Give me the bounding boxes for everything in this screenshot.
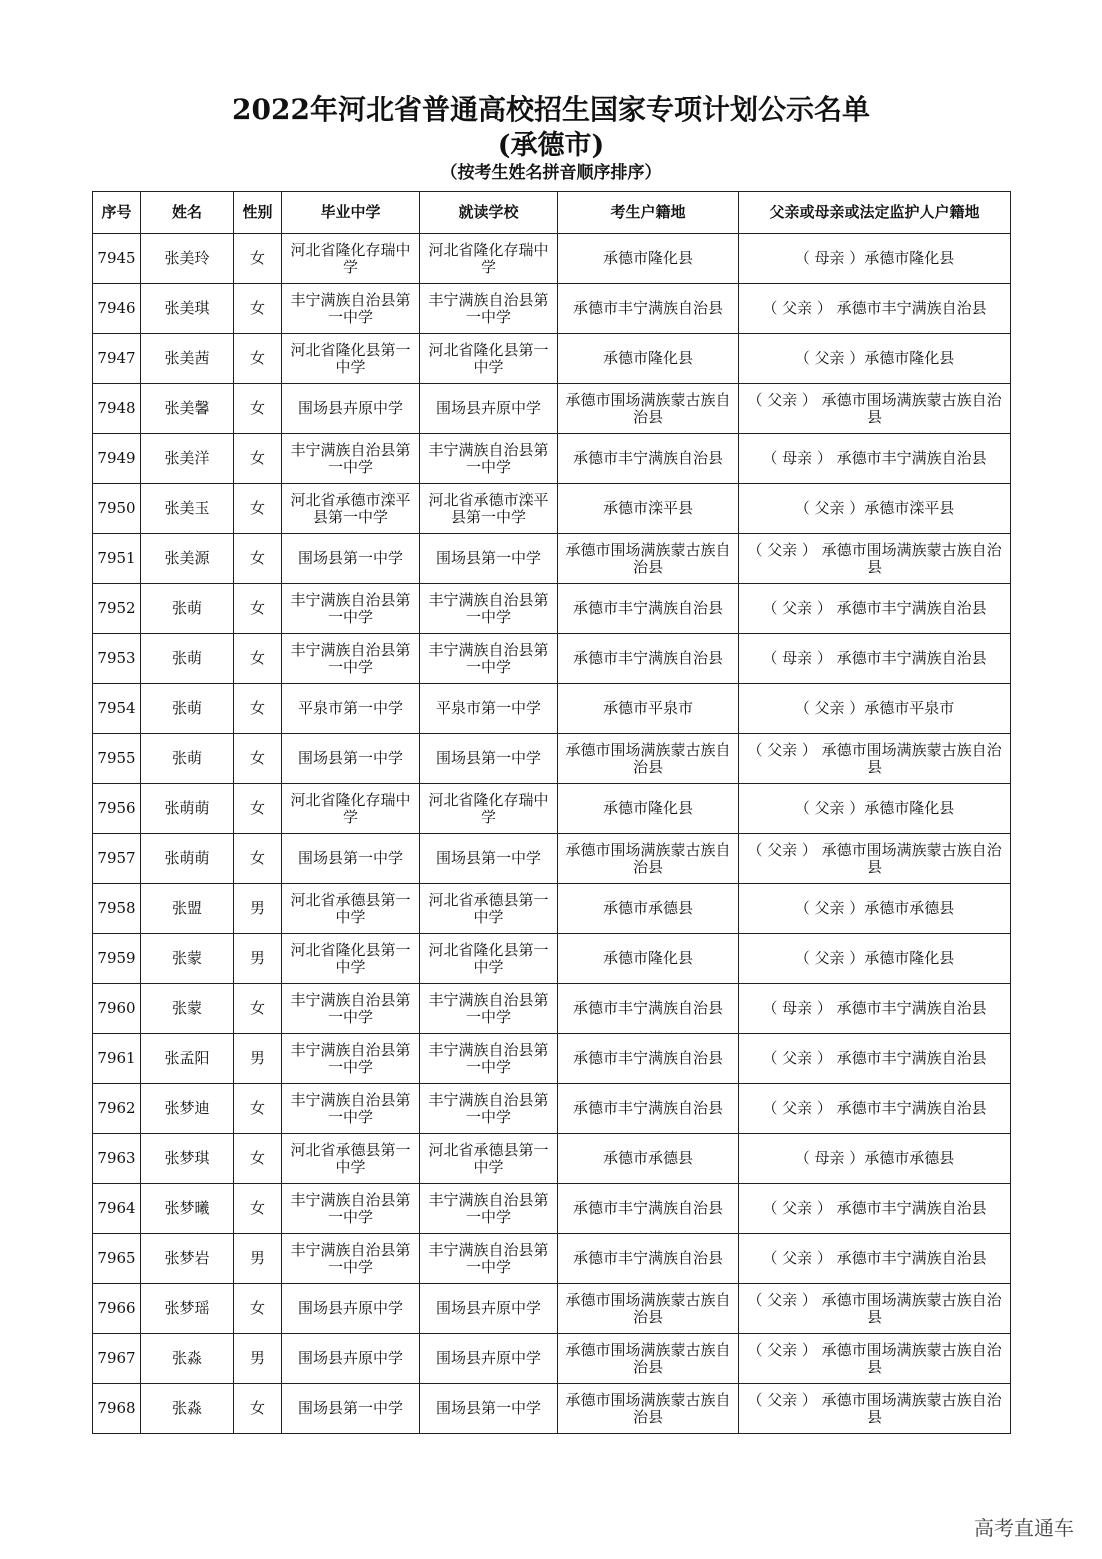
student-residence-cell: 承德市滦平县 [558, 484, 739, 534]
serial-cell: 7946 [93, 284, 141, 334]
serial-cell: 7947 [93, 334, 141, 384]
serial-cell: 7957 [93, 834, 141, 884]
header-name: 姓名 [141, 192, 234, 234]
serial-cell: 7955 [93, 734, 141, 784]
table-row [93, 1284, 1011, 1334]
name-cell: 张萌萌 [141, 784, 234, 834]
graduation-school-cell: 丰宁满族自治县第一中学 [282, 1234, 420, 1284]
current-school-cell: 丰宁满族自治县第一中学 [420, 1084, 558, 1134]
guardian-residence-cell: （ 父亲 ） 承德市丰宁满族自治县 [739, 1184, 1011, 1234]
serial-cell: 7948 [93, 384, 141, 434]
table-row [93, 1234, 1011, 1284]
current-school-cell: 河北省承德县第一中学 [420, 1134, 558, 1184]
graduation-school-cell: 丰宁满族自治县第一中学 [282, 434, 420, 484]
gender-cell: 女 [234, 484, 282, 534]
current-school-cell: 围场县卉原中学 [420, 1334, 558, 1384]
student-residence-cell: 承德市丰宁满族自治县 [558, 584, 739, 634]
table-row [93, 834, 1011, 884]
serial-cell: 7968 [93, 1384, 141, 1434]
graduation-school-cell: 河北省隆化存瑞中学 [282, 234, 420, 284]
student-residence-cell: 承德市丰宁满族自治县 [558, 1084, 739, 1134]
guardian-residence-cell: （ 母亲 ）承德市承德县 [739, 1134, 1011, 1184]
table-row [93, 584, 1011, 634]
table-row [93, 634, 1011, 684]
graduation-school-cell: 丰宁满族自治县第一中学 [282, 1084, 420, 1134]
guardian-residence-cell: （ 父亲 ）承德市承德县 [739, 884, 1011, 934]
guardian-residence-cell: （ 父亲 ）承德市隆化县 [739, 334, 1011, 384]
gender-cell: 女 [234, 334, 282, 384]
name-cell: 张淼 [141, 1384, 234, 1434]
serial-cell: 7952 [93, 584, 141, 634]
page-subtitle: (承德市) [497, 130, 605, 161]
gender-cell: 女 [234, 1134, 282, 1184]
current-school-cell: 河北省隆化存瑞中学 [420, 234, 558, 284]
serial-cell: 7945 [93, 234, 141, 284]
table-row [93, 484, 1011, 534]
current-school-cell: 丰宁满族自治县第一中学 [420, 434, 558, 484]
guardian-residence-cell: （ 母亲 ） 承德市丰宁满族自治县 [739, 634, 1011, 684]
gender-cell: 女 [234, 584, 282, 634]
guardian-residence-cell: （ 父亲 ） 承德市围场满族蒙古族自治县 [739, 534, 1011, 584]
table-row [93, 1134, 1011, 1184]
guardian-residence-cell: （ 父亲 ） 承德市丰宁满族自治县 [739, 1084, 1011, 1134]
guardian-residence-cell: （ 父亲 ） 承德市围场满族蒙古族自治县 [739, 384, 1011, 434]
student-residence-cell: 承德市围场满族蒙古族自治县 [558, 834, 739, 884]
table-row [93, 284, 1011, 334]
current-school-cell: 丰宁满族自治县第一中学 [420, 1184, 558, 1234]
name-cell: 张美琪 [141, 284, 234, 334]
gender-cell: 男 [234, 1034, 282, 1084]
gender-cell: 男 [234, 884, 282, 934]
table-row [93, 434, 1011, 484]
graduation-school-cell: 围场县第一中学 [282, 534, 420, 584]
name-cell: 张萌萌 [141, 834, 234, 884]
table-row [93, 684, 1011, 734]
graduation-school-cell: 河北省隆化县第一中学 [282, 334, 420, 384]
current-school-cell: 丰宁满族自治县第一中学 [420, 584, 558, 634]
table-row [93, 534, 1011, 584]
gender-cell: 女 [234, 784, 282, 834]
gender-cell: 女 [234, 434, 282, 484]
current-school-cell: 围场县卉原中学 [420, 384, 558, 434]
name-cell: 张梦迪 [141, 1084, 234, 1134]
name-cell: 张梦琪 [141, 1134, 234, 1184]
serial-cell: 7966 [93, 1284, 141, 1334]
student-residence-cell: 承德市围场满族蒙古族自治县 [558, 1334, 739, 1384]
gender-cell: 男 [234, 1234, 282, 1284]
serial-cell: 7960 [93, 984, 141, 1034]
guardian-residence-cell: （ 父亲 ） 承德市丰宁满族自治县 [739, 284, 1011, 334]
serial-cell: 7956 [93, 784, 141, 834]
graduation-school-cell: 丰宁满族自治县第一中学 [282, 1034, 420, 1084]
graduation-school-cell: 丰宁满族自治县第一中学 [282, 1184, 420, 1234]
current-school-cell: 河北省隆化县第一中学 [420, 934, 558, 984]
current-school-cell: 围场县第一中学 [420, 1384, 558, 1434]
current-school-cell: 丰宁满族自治县第一中学 [420, 284, 558, 334]
gender-cell: 女 [234, 1384, 282, 1434]
name-cell: 张蒙 [141, 934, 234, 984]
name-cell: 张孟阳 [141, 1034, 234, 1084]
current-school-cell: 围场县第一中学 [420, 834, 558, 884]
current-school-cell: 河北省隆化存瑞中学 [420, 784, 558, 834]
gender-cell: 女 [234, 684, 282, 734]
gender-cell: 女 [234, 1184, 282, 1234]
name-cell: 张萌 [141, 684, 234, 734]
current-school-cell: 河北省隆化县第一中学 [420, 334, 558, 384]
student-residence-cell: 承德市隆化县 [558, 784, 739, 834]
current-school-cell: 丰宁满族自治县第一中学 [420, 984, 558, 1034]
name-cell: 张美洋 [141, 434, 234, 484]
table-row [93, 1184, 1011, 1234]
graduation-school-cell: 平泉市第一中学 [282, 684, 420, 734]
table-row [93, 334, 1011, 384]
student-residence-cell: 承德市围场满族蒙古族自治县 [558, 1284, 739, 1334]
table-row [93, 234, 1011, 284]
graduation-school-cell: 丰宁满族自治县第一中学 [282, 284, 420, 334]
header-row [93, 192, 1011, 234]
student-residence-cell: 承德市承德县 [558, 1134, 739, 1184]
guardian-residence-cell: （ 父亲 ）承德市隆化县 [739, 784, 1011, 834]
current-school-cell: 河北省承德市滦平县第一中学 [420, 484, 558, 534]
name-cell: 张萌 [141, 584, 234, 634]
header-gender: 性别 [234, 192, 282, 234]
table-row [93, 1034, 1011, 1084]
gender-cell: 女 [234, 284, 282, 334]
student-residence-cell: 承德市丰宁满族自治县 [558, 1234, 739, 1284]
guardian-residence-cell: （ 父亲 ）承德市隆化县 [739, 934, 1011, 984]
graduation-school-cell: 围场县卉原中学 [282, 384, 420, 434]
graduation-school-cell: 河北省隆化县第一中学 [282, 934, 420, 984]
name-cell: 张萌 [141, 634, 234, 684]
table-row [93, 884, 1011, 934]
header-current-school: 就读学校 [420, 192, 558, 234]
roster-table [92, 191, 1011, 1434]
guardian-residence-cell: （ 母亲 ） 承德市丰宁满族自治县 [739, 984, 1011, 1034]
gender-cell: 女 [234, 534, 282, 584]
student-residence-cell: 承德市隆化县 [558, 234, 739, 284]
guardian-residence-cell: （ 父亲 ） 承德市丰宁满族自治县 [739, 584, 1011, 634]
student-residence-cell: 承德市丰宁满族自治县 [558, 984, 739, 1034]
current-school-cell: 平泉市第一中学 [420, 684, 558, 734]
guardian-residence-cell: （ 父亲 ） 承德市围场满族蒙古族自治县 [739, 834, 1011, 884]
serial-cell: 7967 [93, 1334, 141, 1384]
gender-cell: 女 [234, 1084, 282, 1134]
gender-cell: 女 [234, 734, 282, 784]
table-row [93, 984, 1011, 1034]
guardian-residence-cell: （ 父亲 ） 承德市围场满族蒙古族自治县 [739, 1384, 1011, 1434]
student-residence-cell: 承德市围场满族蒙古族自治县 [558, 1384, 739, 1434]
graduation-school-cell: 丰宁满族自治县第一中学 [282, 634, 420, 684]
graduation-school-cell: 围场县卉原中学 [282, 1334, 420, 1384]
serial-cell: 7958 [93, 884, 141, 934]
guardian-residence-cell: （ 母亲 ） 承德市丰宁满族自治县 [739, 434, 1011, 484]
graduation-school-cell: 河北省承德市滦平县第一中学 [282, 484, 420, 534]
name-cell: 张淼 [141, 1334, 234, 1384]
guardian-residence-cell: （ 父亲 ） 承德市围场满族蒙古族自治县 [739, 1334, 1011, 1384]
sort-note: （按考生姓名拼音顺序排序） [440, 163, 662, 183]
gender-cell: 女 [234, 384, 282, 434]
table-row [93, 1384, 1011, 1434]
current-school-cell: 围场县第一中学 [420, 734, 558, 784]
serial-cell: 7962 [93, 1084, 141, 1134]
graduation-school-cell: 丰宁满族自治县第一中学 [282, 984, 420, 1034]
table-row [93, 1084, 1011, 1134]
current-school-cell: 围场县第一中学 [420, 534, 558, 584]
serial-cell: 7953 [93, 634, 141, 684]
table-row [93, 734, 1011, 784]
graduation-school-cell: 丰宁满族自治县第一中学 [282, 584, 420, 634]
gender-cell: 女 [234, 234, 282, 284]
name-cell: 张梦曦 [141, 1184, 234, 1234]
guardian-residence-cell: （ 父亲 ） 承德市丰宁满族自治县 [739, 1034, 1011, 1084]
current-school-cell: 丰宁满族自治县第一中学 [420, 1034, 558, 1084]
guardian-residence-cell: （ 母亲 ）承德市隆化县 [739, 234, 1011, 284]
table-row [93, 784, 1011, 834]
name-cell: 张盟 [141, 884, 234, 934]
serial-cell: 7954 [93, 684, 141, 734]
graduation-school-cell: 河北省隆化存瑞中学 [282, 784, 420, 834]
guardian-residence-cell: （ 父亲 ） 承德市围场满族蒙古族自治县 [739, 1284, 1011, 1334]
student-residence-cell: 承德市承德县 [558, 884, 739, 934]
current-school-cell: 围场县卉原中学 [420, 1284, 558, 1334]
graduation-school-cell: 河北省承德县第一中学 [282, 884, 420, 934]
name-cell: 张梦瑶 [141, 1284, 234, 1334]
student-residence-cell: 承德市围场满族蒙古族自治县 [558, 734, 739, 784]
student-residence-cell: 承德市围场满族蒙古族自治县 [558, 384, 739, 434]
student-residence-cell: 承德市隆化县 [558, 934, 739, 984]
student-residence-cell: 承德市围场满族蒙古族自治县 [558, 534, 739, 584]
gender-cell: 女 [234, 834, 282, 884]
serial-cell: 7950 [93, 484, 141, 534]
gender-cell: 女 [234, 634, 282, 684]
current-school-cell: 河北省承德县第一中学 [420, 884, 558, 934]
name-cell: 张美茜 [141, 334, 234, 384]
gender-cell: 女 [234, 1284, 282, 1334]
student-residence-cell: 承德市隆化县 [558, 334, 739, 384]
current-school-cell: 丰宁满族自治县第一中学 [420, 1234, 558, 1284]
guardian-residence-cell: （ 父亲 ） 承德市围场满族蒙古族自治县 [739, 734, 1011, 784]
header-student-residence: 考生户籍地 [558, 192, 739, 234]
gender-cell: 男 [234, 934, 282, 984]
current-school-cell: 丰宁满族自治县第一中学 [420, 634, 558, 684]
gender-cell: 女 [234, 984, 282, 1034]
serial-cell: 7951 [93, 534, 141, 584]
graduation-school-cell: 围场县第一中学 [282, 834, 420, 884]
guardian-residence-cell: （ 父亲 ） 承德市丰宁满族自治县 [739, 1234, 1011, 1284]
serial-cell: 7959 [93, 934, 141, 984]
student-residence-cell: 承德市平泉市 [558, 684, 739, 734]
serial-cell: 7965 [93, 1234, 141, 1284]
student-residence-cell: 承德市丰宁满族自治县 [558, 284, 739, 334]
student-residence-cell: 承德市丰宁满族自治县 [558, 1034, 739, 1084]
guardian-residence-cell: （ 父亲 ）承德市滦平县 [739, 484, 1011, 534]
name-cell: 张蒙 [141, 984, 234, 1034]
serial-cell: 7964 [93, 1184, 141, 1234]
table-row [93, 1334, 1011, 1384]
name-cell: 张美源 [141, 534, 234, 584]
student-residence-cell: 承德市丰宁满族自治县 [558, 434, 739, 484]
name-cell: 张美玉 [141, 484, 234, 534]
graduation-school-cell: 围场县第一中学 [282, 734, 420, 784]
graduation-school-cell: 围场县卉原中学 [282, 1284, 420, 1334]
header-graduation-school: 毕业中学 [282, 192, 420, 234]
gender-cell: 男 [234, 1334, 282, 1384]
serial-cell: 7963 [93, 1134, 141, 1184]
name-cell: 张美玲 [141, 234, 234, 284]
graduation-school-cell: 河北省承德县第一中学 [282, 1134, 420, 1184]
page-title: 2022年河北省普通高校招生国家专项计划公示名单 [232, 93, 870, 126]
header-guardian-residence: 父亲或母亲或法定监护人户籍地 [739, 192, 1011, 234]
serial-cell: 7949 [93, 434, 141, 484]
guardian-residence-cell: （ 父亲 ）承德市平泉市 [739, 684, 1011, 734]
table-row [93, 384, 1011, 434]
name-cell: 张梦岩 [141, 1234, 234, 1284]
watermark-text: 高考直通车 [974, 1516, 1074, 1540]
header-serial: 序号 [93, 192, 141, 234]
table-row [93, 934, 1011, 984]
student-residence-cell: 承德市丰宁满族自治县 [558, 634, 739, 684]
name-cell: 张美馨 [141, 384, 234, 434]
graduation-school-cell: 围场县第一中学 [282, 1384, 420, 1434]
student-residence-cell: 承德市丰宁满族自治县 [558, 1184, 739, 1234]
name-cell: 张萌 [141, 734, 234, 784]
serial-cell: 7961 [93, 1034, 141, 1084]
